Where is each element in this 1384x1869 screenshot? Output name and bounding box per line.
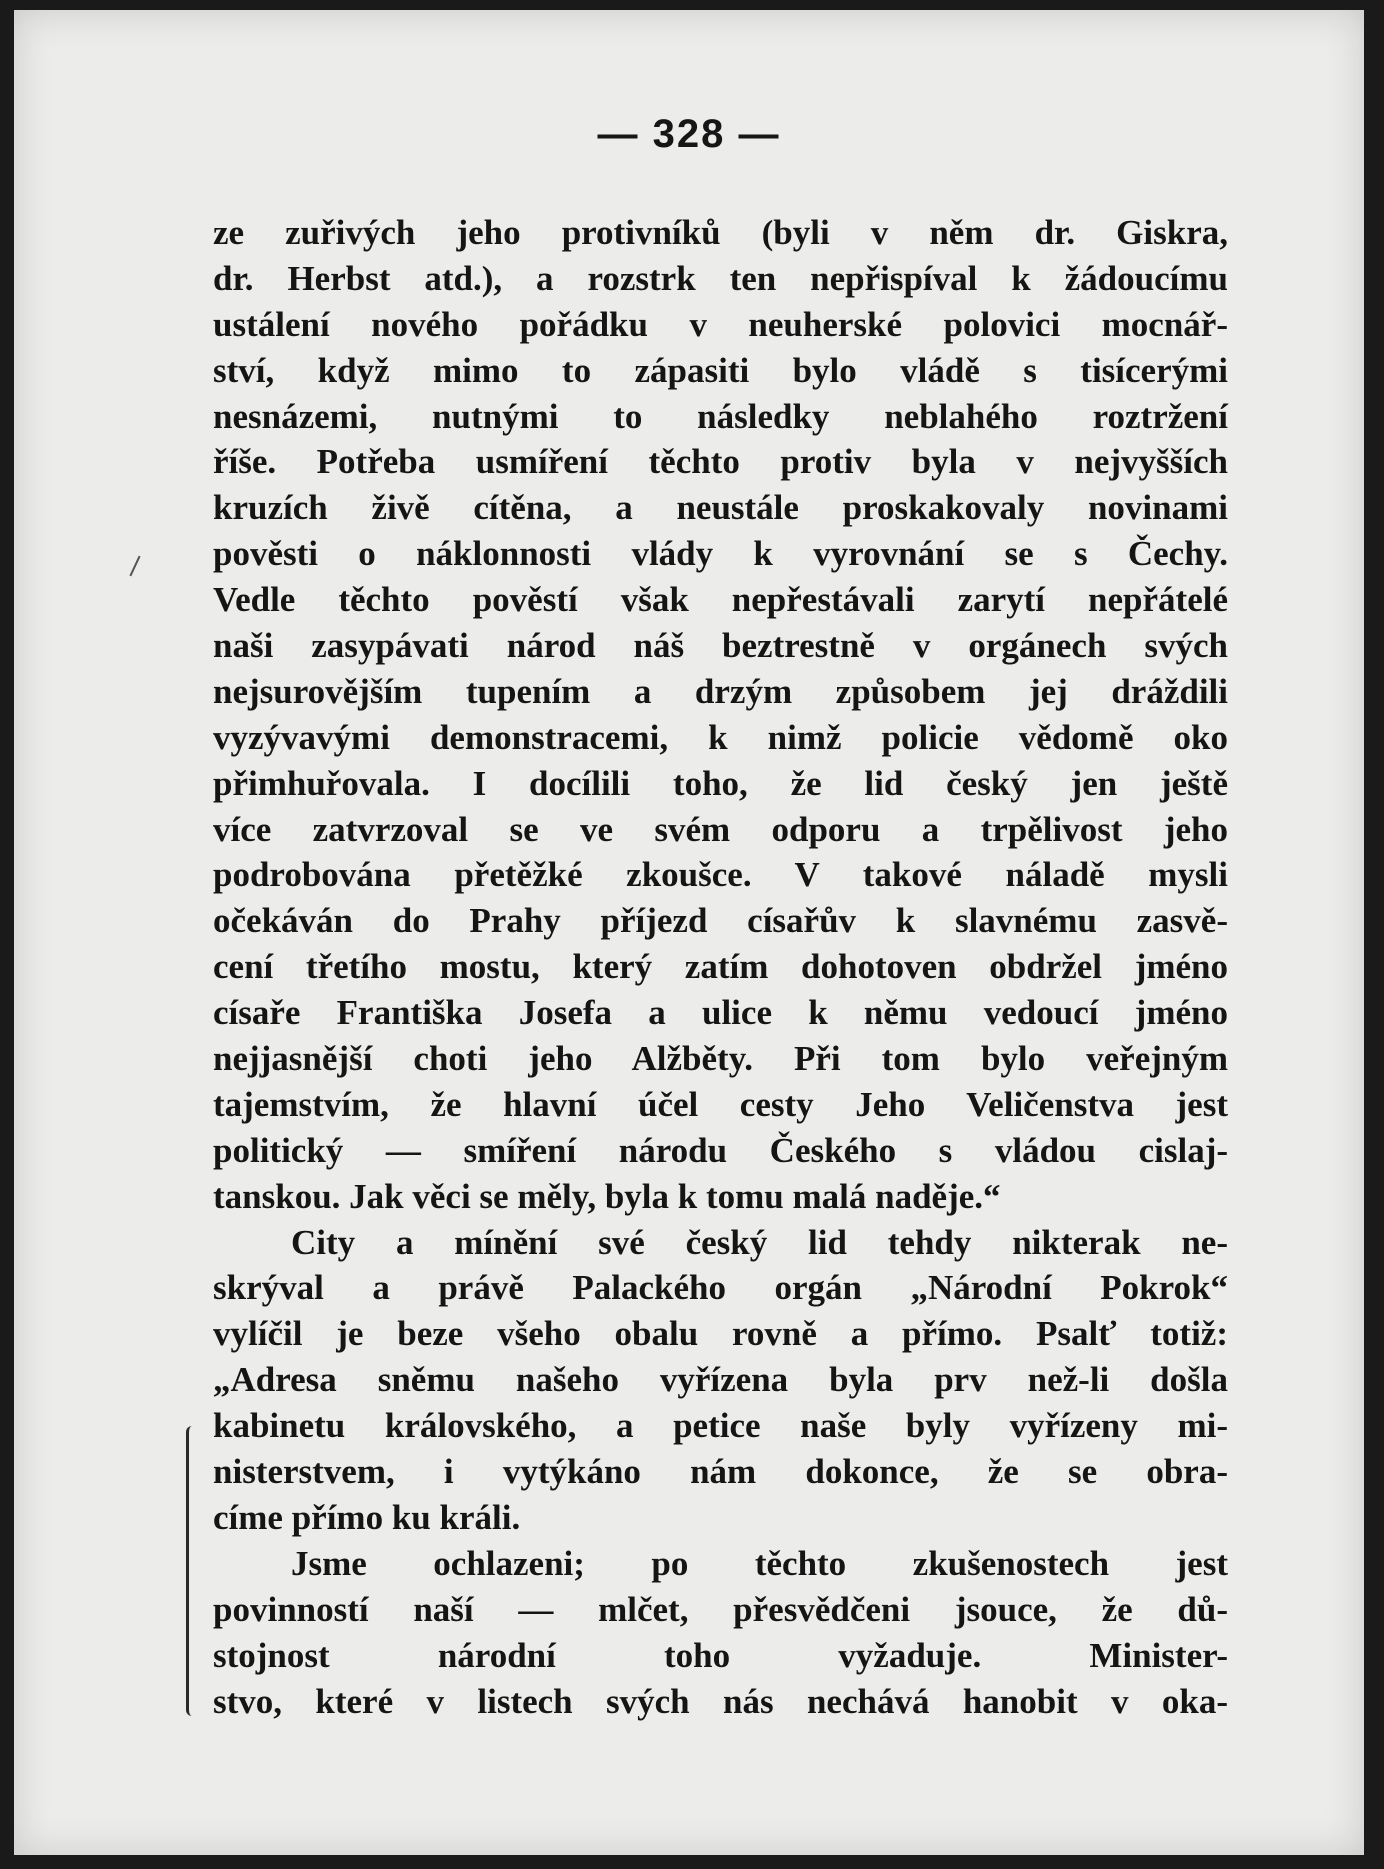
text-line: nesnázemi, nutnými to následky neblahého roztržení	[213, 396, 1228, 436]
text-line: politický — smíření národu Českého s vládou cislaj-	[213, 1130, 1228, 1170]
text-line: címe přímo ku králi.	[213, 1497, 521, 1537]
margin-bracket-mark	[186, 1426, 195, 1716]
text-line: stojnost národní toho vyžaduje. Minister-	[213, 1635, 1228, 1675]
text-line: přimhuřovala. I docílili toho, že lid český jen ještě	[213, 763, 1228, 803]
page-number: — 328 —	[597, 112, 781, 156]
text-line: ství, když mimo to zápasiti bylo vládě s tisícerými	[213, 350, 1228, 390]
text-line: Jsme ochlazeni; po těchto zkušenostech jest	[291, 1543, 1228, 1583]
text-line: pověsti o náklonnosti vlády k vyrovnání se s Čechy.	[213, 534, 1228, 574]
text-line: říše. Potřeba usmíření těchto protiv byla v nejvyšších	[213, 442, 1228, 482]
text-line: vyzývavými demonstracemi, k nimž policie vědomě oko	[213, 717, 1228, 757]
text-line: vylíčil je beze všeho obalu rovně a přímo. Psalť totiž:	[213, 1314, 1228, 1354]
book-page	[14, 10, 1364, 1855]
body-text	[213, 210, 1228, 1724]
text-line: povinností naší — mlčet, přesvědčeni jsouce, že dů-	[213, 1589, 1228, 1629]
text-line: podrobována přetěžké zkoušce. V takové náladě mysli	[213, 855, 1228, 895]
text-line: očekáván do Prahy příjezd císařův k slavnému zasvě-	[213, 901, 1228, 941]
text-line: nejjasnější choti jeho Alžběty. Při tom bylo veřejným	[213, 1039, 1228, 1079]
text-line: nisterstvem, i vytýkáno nám dokonce, že se obra-	[213, 1452, 1228, 1492]
text-line: Vedle těchto pověstí však nepřestávali zarytí nepřátelé	[213, 580, 1228, 620]
text-line: tajemstvím, že hlavní účel cesty Jeho Veličenstva jest	[213, 1084, 1228, 1124]
text-line: více zatvrzoval se ve svém odporu a trpělivost jeho	[213, 809, 1228, 849]
text-line: naši zasypávati národ náš beztrestně v orgánech svých	[213, 626, 1228, 666]
text-line: stvo, které v listech svých nás nechává hanobit v oka-	[213, 1681, 1228, 1721]
text-line: „Adresa sněmu našeho vyřízena byla prv než-li došla	[213, 1360, 1228, 1400]
text-line: skrýval a právě Palackého orgán „Národní Pokrok“	[213, 1268, 1228, 1308]
text-line: kruzích živě cítěna, a neustále proskakovaly novinami	[213, 488, 1228, 528]
text-line: cení třetího mostu, který zatím dohotoven obdržel jméno	[213, 947, 1228, 987]
margin-pencil-mark	[129, 556, 140, 577]
text-line: tanskou. Jak věci se měly, byla k tomu malá naděje.“	[213, 1176, 1001, 1216]
text-line: nejsurovějším tupením a drzým způsobem jej dráždili	[213, 671, 1228, 711]
text-line: ustálení nového pořádku v neuherské polovici mocnář-	[213, 304, 1228, 344]
text-line: ze zuřivých jeho protivníků (byli v něm dr. Giskra,	[213, 213, 1228, 252]
text-line: císaře Františka Josefa a ulice k němu vedoucí jméno	[213, 993, 1228, 1033]
text-line: City a mínění své český lid tehdy nikterak ne-	[291, 1222, 1228, 1262]
text-line: kabinetu královského, a petice naše byly vyřízeny mi-	[213, 1406, 1228, 1446]
text-line: dr. Herbst atd.), a rozstrk ten nepřispíval k žádoucímu	[213, 258, 1228, 298]
